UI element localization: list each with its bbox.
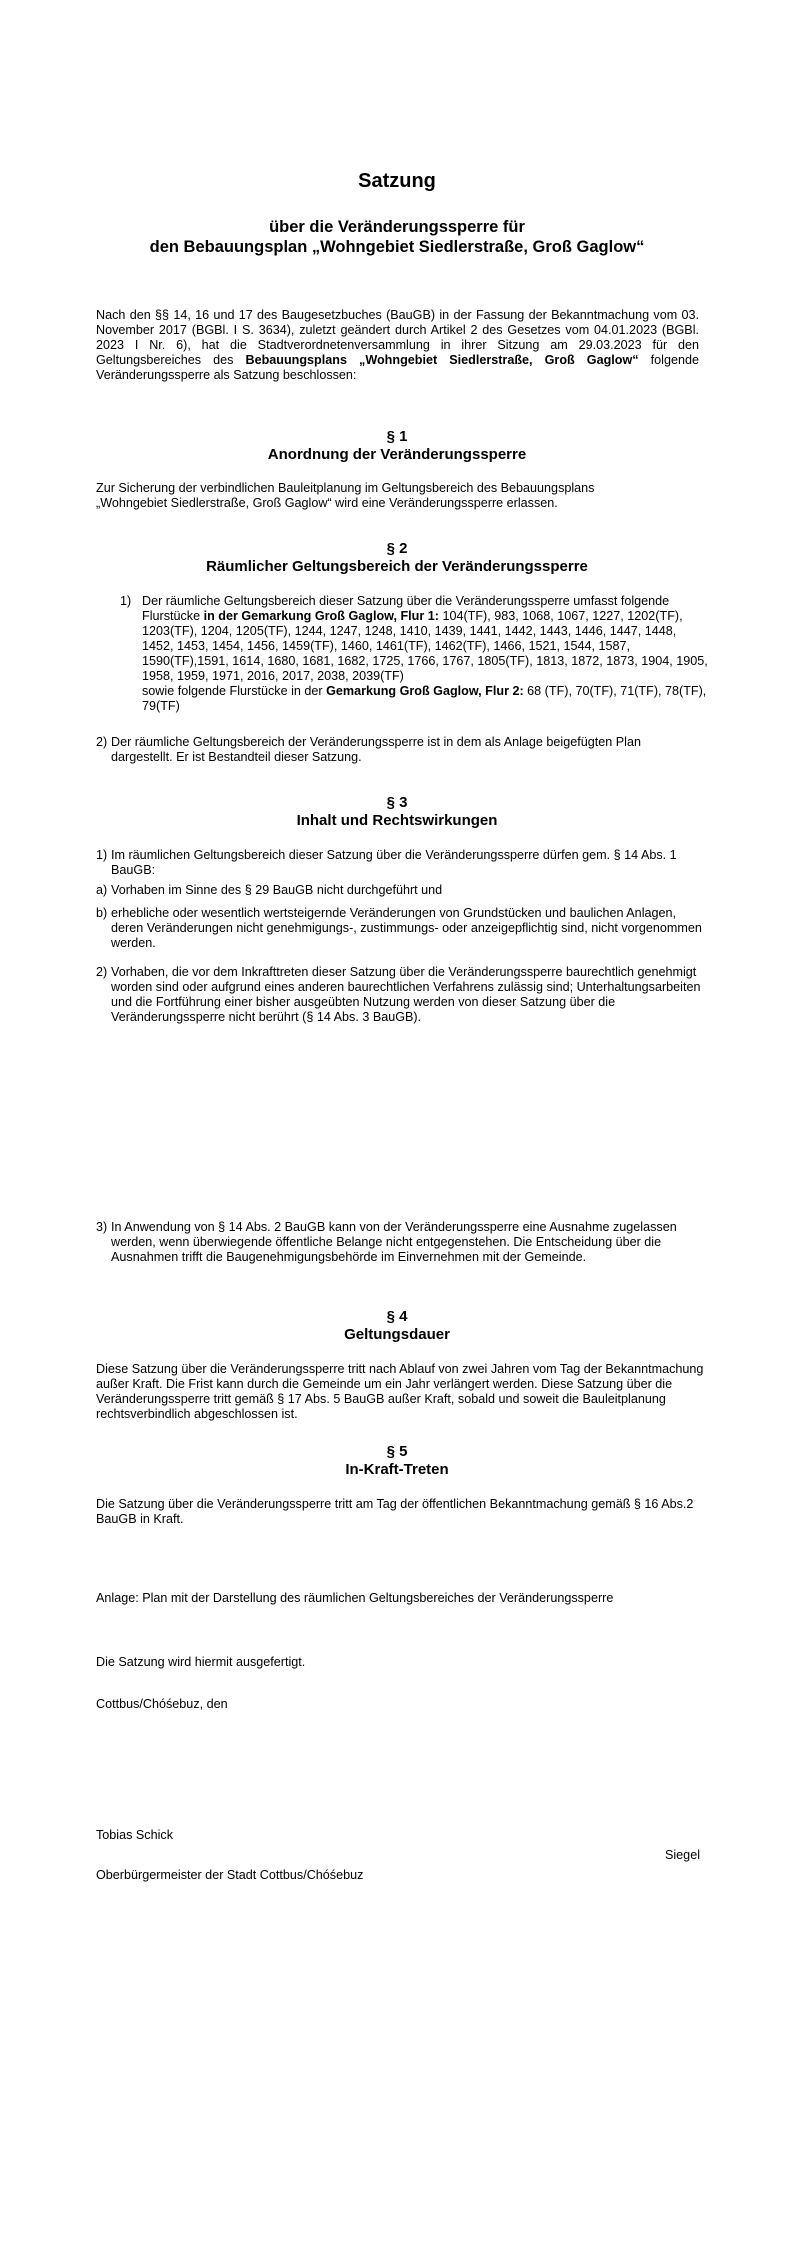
section-1-number: § 1 bbox=[386, 428, 408, 445]
section-5-number: § 5 bbox=[386, 1443, 408, 1460]
list-marker: b) bbox=[96, 906, 108, 920]
section-3-item-3 bbox=[96, 1220, 706, 1265]
document-title: Satzung bbox=[358, 170, 436, 192]
document-subtitle-line2: den Bebauungsplan „Wohngebiet Siedlerstraße, Groß Gaglow“ bbox=[149, 238, 645, 256]
list-marker: a) bbox=[96, 883, 108, 897]
list-item-content: In Anwendung von § 14 Abs. 2 BauGB kann von der Veränderungssperre eine Ausnahme zugelassen werden, wenn überwiegende öffentliche Belange nicht entgegenstehen. Die Entscheidung über die Ausnahmen trifft die Baugenehmigungsbehörde im Einvernehmen mit der Gemeinde. bbox=[111, 1220, 677, 1264]
section-5-title: In-Kraft-Treten bbox=[345, 1461, 449, 1478]
preamble-text-2: folgende Veränderungssperre als Satzung beschlossen: bbox=[96, 353, 699, 382]
section-3-item-2 bbox=[96, 965, 706, 1025]
list-marker: 3) bbox=[96, 1220, 108, 1234]
parcel-district-flur-1: in der Gemarkung Groß Gaglow, Flur 1: bbox=[203, 609, 439, 623]
list-marker: 2) bbox=[96, 735, 108, 749]
list-item-content: Vorhaben, die vor dem Inkrafttreten dieser Satzung über die Veränderungssperre baurechtlich genehmigt worden sind oder aufgrund eines anderen baurechtlichen Verfahrens zulässig sind; Unterhaltungsarbeiten und die Fortführung einer bisher ausgeübten Nutzung werden von dieser Satzung über die Veränderungssperre nicht berührt (§ 14 Abs. 3 BauGB). bbox=[111, 965, 701, 1024]
execution-note: Die Satzung wird hiermit ausgefertigt. bbox=[96, 1655, 306, 1669]
list-item-content: erhebliche oder wesentlich wertsteigernde Veränderungen von Grundstücken und baulichen Anlagen, deren Veränderungen nicht genehmigungs-, zustimmungs- oder anzeigepflichtig sind, nicht vorgenommen werden. bbox=[111, 906, 702, 950]
document-subtitle-line1: über die Veränderungssperre für bbox=[269, 218, 525, 236]
signatory-name: Tobias Schick bbox=[96, 1828, 173, 1842]
section-5-text: Die Satzung über die Veränderungssperre tritt am Tag der öffentlichen Bekanntmachung gemäß § 16 Abs.2 BauGB in Kraft. bbox=[96, 1497, 694, 1526]
section-3-title: Inhalt und Rechtswirkungen bbox=[296, 812, 498, 829]
preamble bbox=[96, 308, 699, 383]
parcel-district-flur-2: Gemarkung Groß Gaglow, Flur 2: bbox=[326, 684, 524, 698]
parcel-list-flur-2: 68 (TF), 70(TF), 71(TF), 78(TF), 79(TF) bbox=[142, 684, 707, 713]
list-marker: 2) bbox=[96, 965, 108, 979]
parcel-intro-text: Der räumliche Geltungsbereich dieser Satzung über die Veränderungssperre umfasst folgende Flurstücke bbox=[142, 594, 670, 623]
section-2-item-2 bbox=[96, 735, 696, 765]
section-3-item-a bbox=[96, 883, 696, 898]
section-4-title: Geltungsdauer bbox=[344, 1326, 450, 1343]
section-2-title: Räumlicher Geltungsbereich der Veränderungssperre bbox=[206, 558, 588, 575]
list-item-content: Der räumliche Geltungsbereich der Veränderungssperre ist in dem als Anlage beigefügten Plan dargestellt. Er ist Bestandteil dieser Satzung. bbox=[111, 735, 641, 764]
place-date-line: Cottbus/Chóśebuz, den bbox=[96, 1697, 228, 1711]
section-2-item-1 bbox=[120, 594, 710, 714]
section-1-text: Zur Sicherung der verbindlichen Bauleitplanung im Geltungsbereich des Bebauungsplans „Wohngebiet Siedlerstraße, Groß Gaglow“ wird eine Veränderungssperre erlassen. bbox=[96, 481, 595, 510]
signatory-title: Oberbürgermeister der Stadt Cottbus/Chóśebuz bbox=[96, 1868, 364, 1882]
list-item-content: Vorhaben im Sinne des § 29 BauGB nicht durchgeführt und bbox=[111, 883, 443, 897]
attachment-note: Anlage: Plan mit der Darstellung des räumlichen Geltungsbereiches der Veränderungssperre bbox=[96, 1591, 614, 1605]
list-marker: 1) bbox=[96, 848, 108, 862]
section-4-number: § 4 bbox=[386, 1308, 408, 1325]
section-3-number: § 3 bbox=[386, 794, 408, 811]
list-marker: 1) bbox=[120, 594, 132, 608]
section-4-text: Diese Satzung über die Veränderungssperre tritt nach Ablauf von zwei Jahren vom Tag der Bekanntmachung außer Kraft. Die Frist kann durch die Gemeinde um ein Jahr verlängert werden. Diese Satzung über die Veränderungssperre tritt gemäß § 17 Abs. 5 BauGB außer Kraft, sobald und soweit die Bauleitplanung rechtsverbindlich abgeschlossen ist. bbox=[96, 1362, 704, 1421]
list-item-content bbox=[142, 594, 710, 714]
section-3-item-1 bbox=[96, 848, 696, 878]
preamble-bold-plan-name: Bebauungsplans „Wohngebiet Siedlerstraße, Groß Gaglow“ bbox=[245, 353, 639, 367]
parcel-intro-text-2: sowie folgende Flurstücke in der bbox=[142, 684, 327, 698]
section-2-number: § 2 bbox=[386, 540, 408, 557]
preamble-text-1: Nach den §§ 14, 16 und 17 des Baugesetzbuches (BauGB) in der Fassung der Bekanntmachung vom 03. November 2017 (BGBl. I S. 3634), zuletzt geändert durch Artikel 2 des Gesetzes vom 04.01.2023 (BGBl. 2023 I Nr. 6), hat die Stadtverordnetenversammlung in ihrer Sitzung am 29.03.2023 für den Geltungsbereiches des bbox=[96, 308, 699, 367]
section-1-title: Anordnung der Veränderungssperre bbox=[267, 446, 527, 463]
list-item-content: Im räumlichen Geltungsbereich dieser Satzung über die Veränderungssperre dürfen gem. § 14 Abs. 1 BauGB: bbox=[111, 848, 677, 877]
parcel-list-flur-1: 104(TF), 983, 1068, 1067, 1227, 1202(TF), 1203(TF), 1204, 1205(TF), 1244, 1247, 1248, 1410, 1439, 1441, 1442, 1443, 1446, 1447, 1448, 1452, 1453, 1454, 1456, 1459(TF), 1460, 1461(TF), 1462(TF), 1466, 1521, 1544, 1587, 1590(TF),1591, 1614, 1680, 1681, 1682, 1725, 1766, 1767, 1805(TF), 1813, 1872, 1873, 1904, 1905, 1958, 1959, 1971, 2016, 2017, 2038, 2039(TF) bbox=[142, 609, 708, 683]
seal-label: Siegel bbox=[664, 1848, 700, 1862]
section-3-item-b bbox=[96, 906, 706, 951]
